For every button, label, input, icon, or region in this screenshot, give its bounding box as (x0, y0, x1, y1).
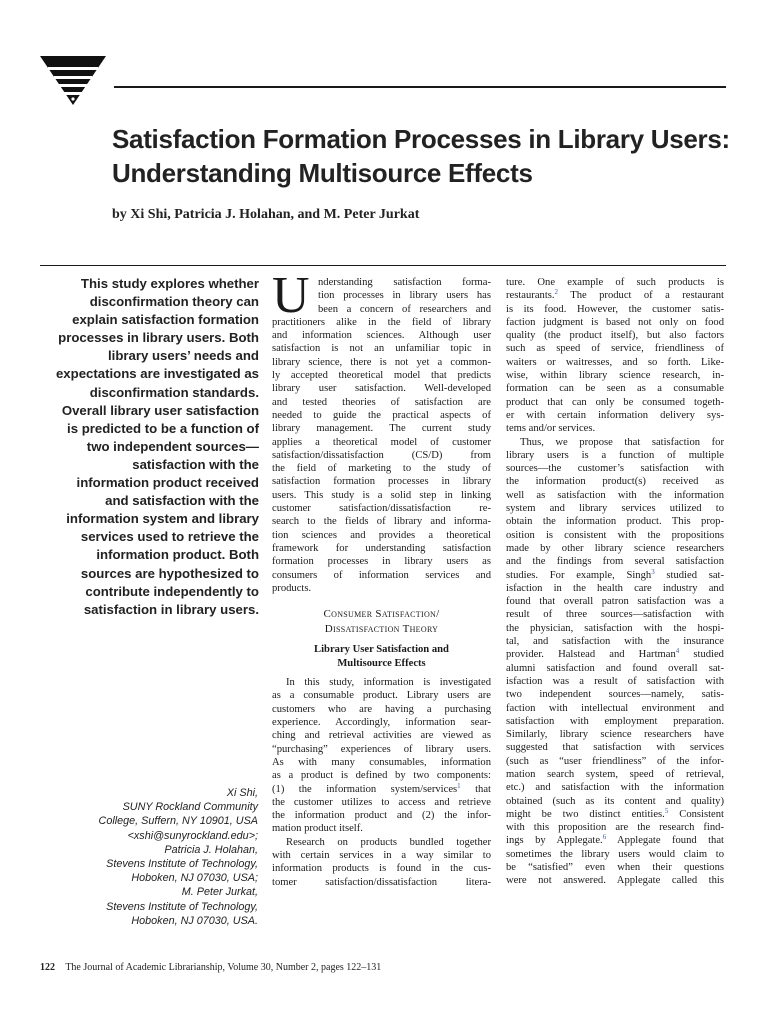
text-line: waiters or waitresses, and so forth. Like- (506, 356, 724, 368)
abstract-line: information system and library (66, 511, 259, 527)
text-line: product that can only be consumed togeth- (506, 396, 724, 408)
abstract-line: and satisfaction with the (105, 493, 259, 509)
top-rule (114, 86, 726, 88)
text-line: As with many consumables, information (272, 756, 491, 768)
text-line: alumni satisfaction and found overall sat- (506, 662, 724, 674)
line-text: that (460, 783, 491, 795)
journal-citation: The Journal of Academic Librarianship, Volume 30, Number 2, pages 122–131 (65, 962, 382, 973)
text-line: search to the fields of library and informa- (272, 516, 491, 528)
text-line: formation can be seen as a consumable (506, 383, 724, 395)
text-line: In this study, information is investigated (286, 677, 491, 689)
text-line: library users is a function of multiple (506, 449, 724, 461)
abstract-line: expectations are investigated as (55, 366, 259, 382)
text-line: practitioners alike in the field of library (272, 316, 491, 328)
abstract-line: Overall library user satisfaction (61, 402, 259, 418)
text-line: as a product is defined by two components: (272, 770, 491, 782)
abstract-line: sources are hypothesized to (80, 565, 259, 581)
text-line: ture. One example of such products is (506, 277, 724, 288)
journal-logo (40, 55, 106, 107)
text-line: formation processes in library users as (272, 556, 491, 568)
text-line: tems and/or services. (506, 423, 596, 435)
text-line: found that overall patron satisfaction was a (506, 596, 724, 608)
text-line: isfaction in the health care industry and (506, 582, 724, 594)
line-text: studied (679, 649, 724, 661)
text-line: Research on products bundled together (286, 836, 491, 848)
line-text: Applegate found that (606, 835, 724, 847)
text-line: (such as “user friendliness” of the infor- (506, 755, 724, 767)
text-line: obtained (such as its content and quality) (506, 795, 724, 807)
text-line: with this proposition are the research find- (506, 822, 724, 834)
footnote-ref: 3 (651, 568, 655, 576)
text-line (272, 783, 491, 796)
text-line: er with certain information delivery sys- (506, 409, 724, 421)
subsection-heading: Library User Satisfaction and (314, 644, 449, 656)
text-line: Thus, we propose that satisfaction for (520, 436, 724, 448)
abstract-line: is predicted to be a function of (67, 420, 259, 436)
text-line: satisfaction with employment preparation. (506, 715, 724, 727)
footnote-ref: 5 (664, 807, 669, 815)
text-line: etc.) and satisfaction with the information (506, 782, 724, 794)
affiliation-line: College, Suffern, NY 10901, USA (98, 815, 258, 828)
text-line: system and library services utilized to (506, 503, 724, 515)
footnote-ref: 4 (675, 648, 680, 656)
text-line: were not answered. Applegate called this (506, 875, 724, 887)
text-line: Similarly, library science researchers have (506, 729, 724, 741)
text-line: ly accepted theoretical model that predicts (272, 370, 491, 382)
page-footer (40, 962, 381, 973)
text-line: ching and retrieval activities are viewed as (272, 730, 491, 742)
affiliation-line: Stevens Institute of Technology, (106, 858, 258, 871)
text-line (506, 648, 724, 661)
footnote-ref: 6 (602, 834, 607, 842)
text-line: and information sciences. Although user (272, 330, 491, 342)
text-line: users. This study is a solid step in linking (272, 489, 491, 501)
title-line-1: Satisfaction Formation Processes in Library Users: (112, 124, 730, 154)
text-line: with certain services in a way similar to (272, 849, 491, 861)
authors-line: by Xi Shi, Patricia J. Holahan, and M. Peter Jurkat (112, 207, 420, 222)
affiliation-line: Xi Shi, (226, 787, 258, 799)
text-line: obtain the information product. This prop- (506, 516, 724, 528)
text-line: sometimes the library users would claim to (506, 848, 724, 860)
text-line: tion processes in library users has (318, 290, 491, 302)
text-line: “purchasing” experiences of library users. (272, 743, 491, 755)
text-line: wise, within library science research, in- (506, 370, 724, 382)
title-line-2: Understanding Multisource Effects (112, 158, 533, 188)
text-line: customer satisfaction/dissatisfaction re- (272, 503, 491, 515)
text-line: well as satisfaction with the information (506, 489, 724, 501)
abstract-line: explain satisfaction formation (72, 312, 259, 328)
text-line: library management. The current study (272, 423, 491, 435)
line-text: Consistent (668, 808, 724, 820)
affiliation-line: SUNY Rockland Community (122, 801, 258, 814)
text-line: the information product and (2) the infor- (272, 810, 491, 822)
line-text: studied sat- (654, 569, 724, 581)
header-divider (40, 265, 726, 266)
line-text: ings by Applegate. (506, 835, 603, 847)
text-line: satisfaction formation processes in library (272, 476, 491, 488)
section-heading: Dissatisfaction Theory (324, 623, 439, 636)
text-line: information products is found in the cus- (272, 863, 491, 875)
text-line: mation product itself. (272, 823, 363, 835)
text-line: customers who are having a purchasing (272, 703, 491, 715)
text-line: mation search system, speed of retrieval, (506, 768, 724, 780)
line-text: might be two distinct entities. (506, 808, 665, 820)
text-line (506, 808, 724, 821)
abstract-line: processes in library users. Both (58, 330, 259, 346)
line-text: restaurants. (506, 290, 555, 302)
text-line: satisfaction is not an unfamiliar topic in (272, 343, 491, 355)
text-line: tomer satisfaction/dissatisfaction litera- (272, 876, 491, 888)
text-line: osition is consistent with the propositions (506, 529, 724, 541)
text-line: quality (the product itself), but also factors (506, 330, 724, 342)
affiliation-line: Hoboken, NJ 07030, USA; (131, 872, 258, 885)
text-line: the field of marketing to the study of (272, 463, 491, 475)
abstract-line: library users’ needs and (108, 348, 259, 364)
text-line: tion sciences and provides a theoretical (272, 529, 491, 541)
text-line: such as speed of service, friendliness of (506, 343, 724, 355)
abstract-line: services used to retrieve the (80, 529, 259, 545)
line-text: provider. Halstead and Hartman (506, 649, 676, 661)
text-line: made by other library science researchers (506, 542, 724, 554)
line-text: The product of a restaurant (558, 290, 724, 302)
abstract-line: disconfirmation theory can (89, 294, 259, 310)
affiliation-line: M. Peter Jurkat, (181, 886, 258, 899)
text-line: products. (272, 582, 312, 594)
text-line: applies a theoretical model of customer (272, 436, 491, 448)
text-line: tal, and satisfaction with the insurance (506, 636, 724, 648)
author-affiliations (40, 786, 258, 928)
affiliation-line: Hoboken, NJ 07030, USA. (131, 914, 258, 927)
line-text: studies. For example, Singh (506, 569, 652, 581)
text-line: result of three sources—satisfaction with (506, 609, 724, 621)
affiliation-line: Patricia J. Holahan, (164, 843, 258, 856)
text-line: is its food. However, the customer satis- (506, 303, 724, 315)
text-line: needed to guide the practical aspects of (272, 409, 491, 421)
text-line: be “satisfied” even when their questions (506, 862, 724, 874)
text-line: nderstanding satisfaction forma- (318, 277, 491, 288)
body-column-right (506, 276, 724, 888)
abstract-line: disconfirmation standards. (89, 384, 259, 400)
abstract-line: satisfaction with the (132, 456, 259, 472)
text-line: and the findings from several satisfaction (506, 556, 724, 568)
affiliation-line: <xshi@sunyrockland.edu>; (127, 829, 258, 842)
text-line: been a concern of researchers and (318, 303, 491, 315)
text-line: consumers of information services and (272, 569, 491, 581)
text-line: and tested theories of satisfaction are (272, 396, 491, 408)
text-line: the physician, satisfaction with the hospi- (506, 622, 724, 634)
body-column-middle (272, 267, 491, 889)
text-line: sources—the customer’s satisfaction with (506, 463, 724, 475)
affiliation-line: Stevens Institute of Technology, (106, 900, 258, 913)
text-line: the information product(s) received as (506, 476, 724, 488)
text-line: isfaction was a result of satisfaction with (506, 675, 724, 687)
line-text: (1) the information system/services (272, 783, 458, 795)
text-line: library science, there is not yet a common- (272, 356, 491, 368)
text-line: framework for understanding satisfaction (272, 542, 491, 554)
subsection-heading: Multisource Effects (337, 657, 426, 669)
text-line: as a consumable product. Library users are (272, 690, 491, 702)
page-number: 122 (40, 962, 55, 973)
text-line: suggested that satisfaction with services (506, 742, 724, 754)
text-line: library user satisfaction. Well-developed (272, 383, 491, 395)
abstract-line: contribute independently to (85, 583, 259, 599)
text-line (506, 834, 724, 847)
text-line: faction judgment is based not only on food (506, 316, 724, 328)
abstract-line: two independent sources— (86, 438, 259, 454)
footnote-ref: 1 (457, 782, 461, 790)
article-title (112, 122, 732, 190)
abstract-line: information product. Both (96, 547, 259, 563)
text-line (506, 569, 724, 582)
text-line: faction with intellectual environment and (506, 702, 724, 714)
text-line (506, 289, 724, 302)
section-heading: Consumer Satisfaction/ (323, 608, 440, 621)
text-line: two independent sources—namely, satis- (506, 689, 724, 701)
abstract-line: satisfaction in library users. (83, 601, 259, 617)
abstract (40, 275, 259, 619)
text-line: experience. Accordingly, information sear- (272, 717, 491, 729)
text-line: the customer utilizes to access and retrieve (272, 796, 491, 808)
drop-cap: U (272, 267, 310, 324)
abstract-line: This study explores whether (80, 276, 259, 291)
text-line: satisfaction/dissatisfaction (CS/D) from (272, 449, 491, 461)
footnote-ref: 2 (554, 289, 559, 297)
abstract-line: information product received (76, 475, 259, 491)
